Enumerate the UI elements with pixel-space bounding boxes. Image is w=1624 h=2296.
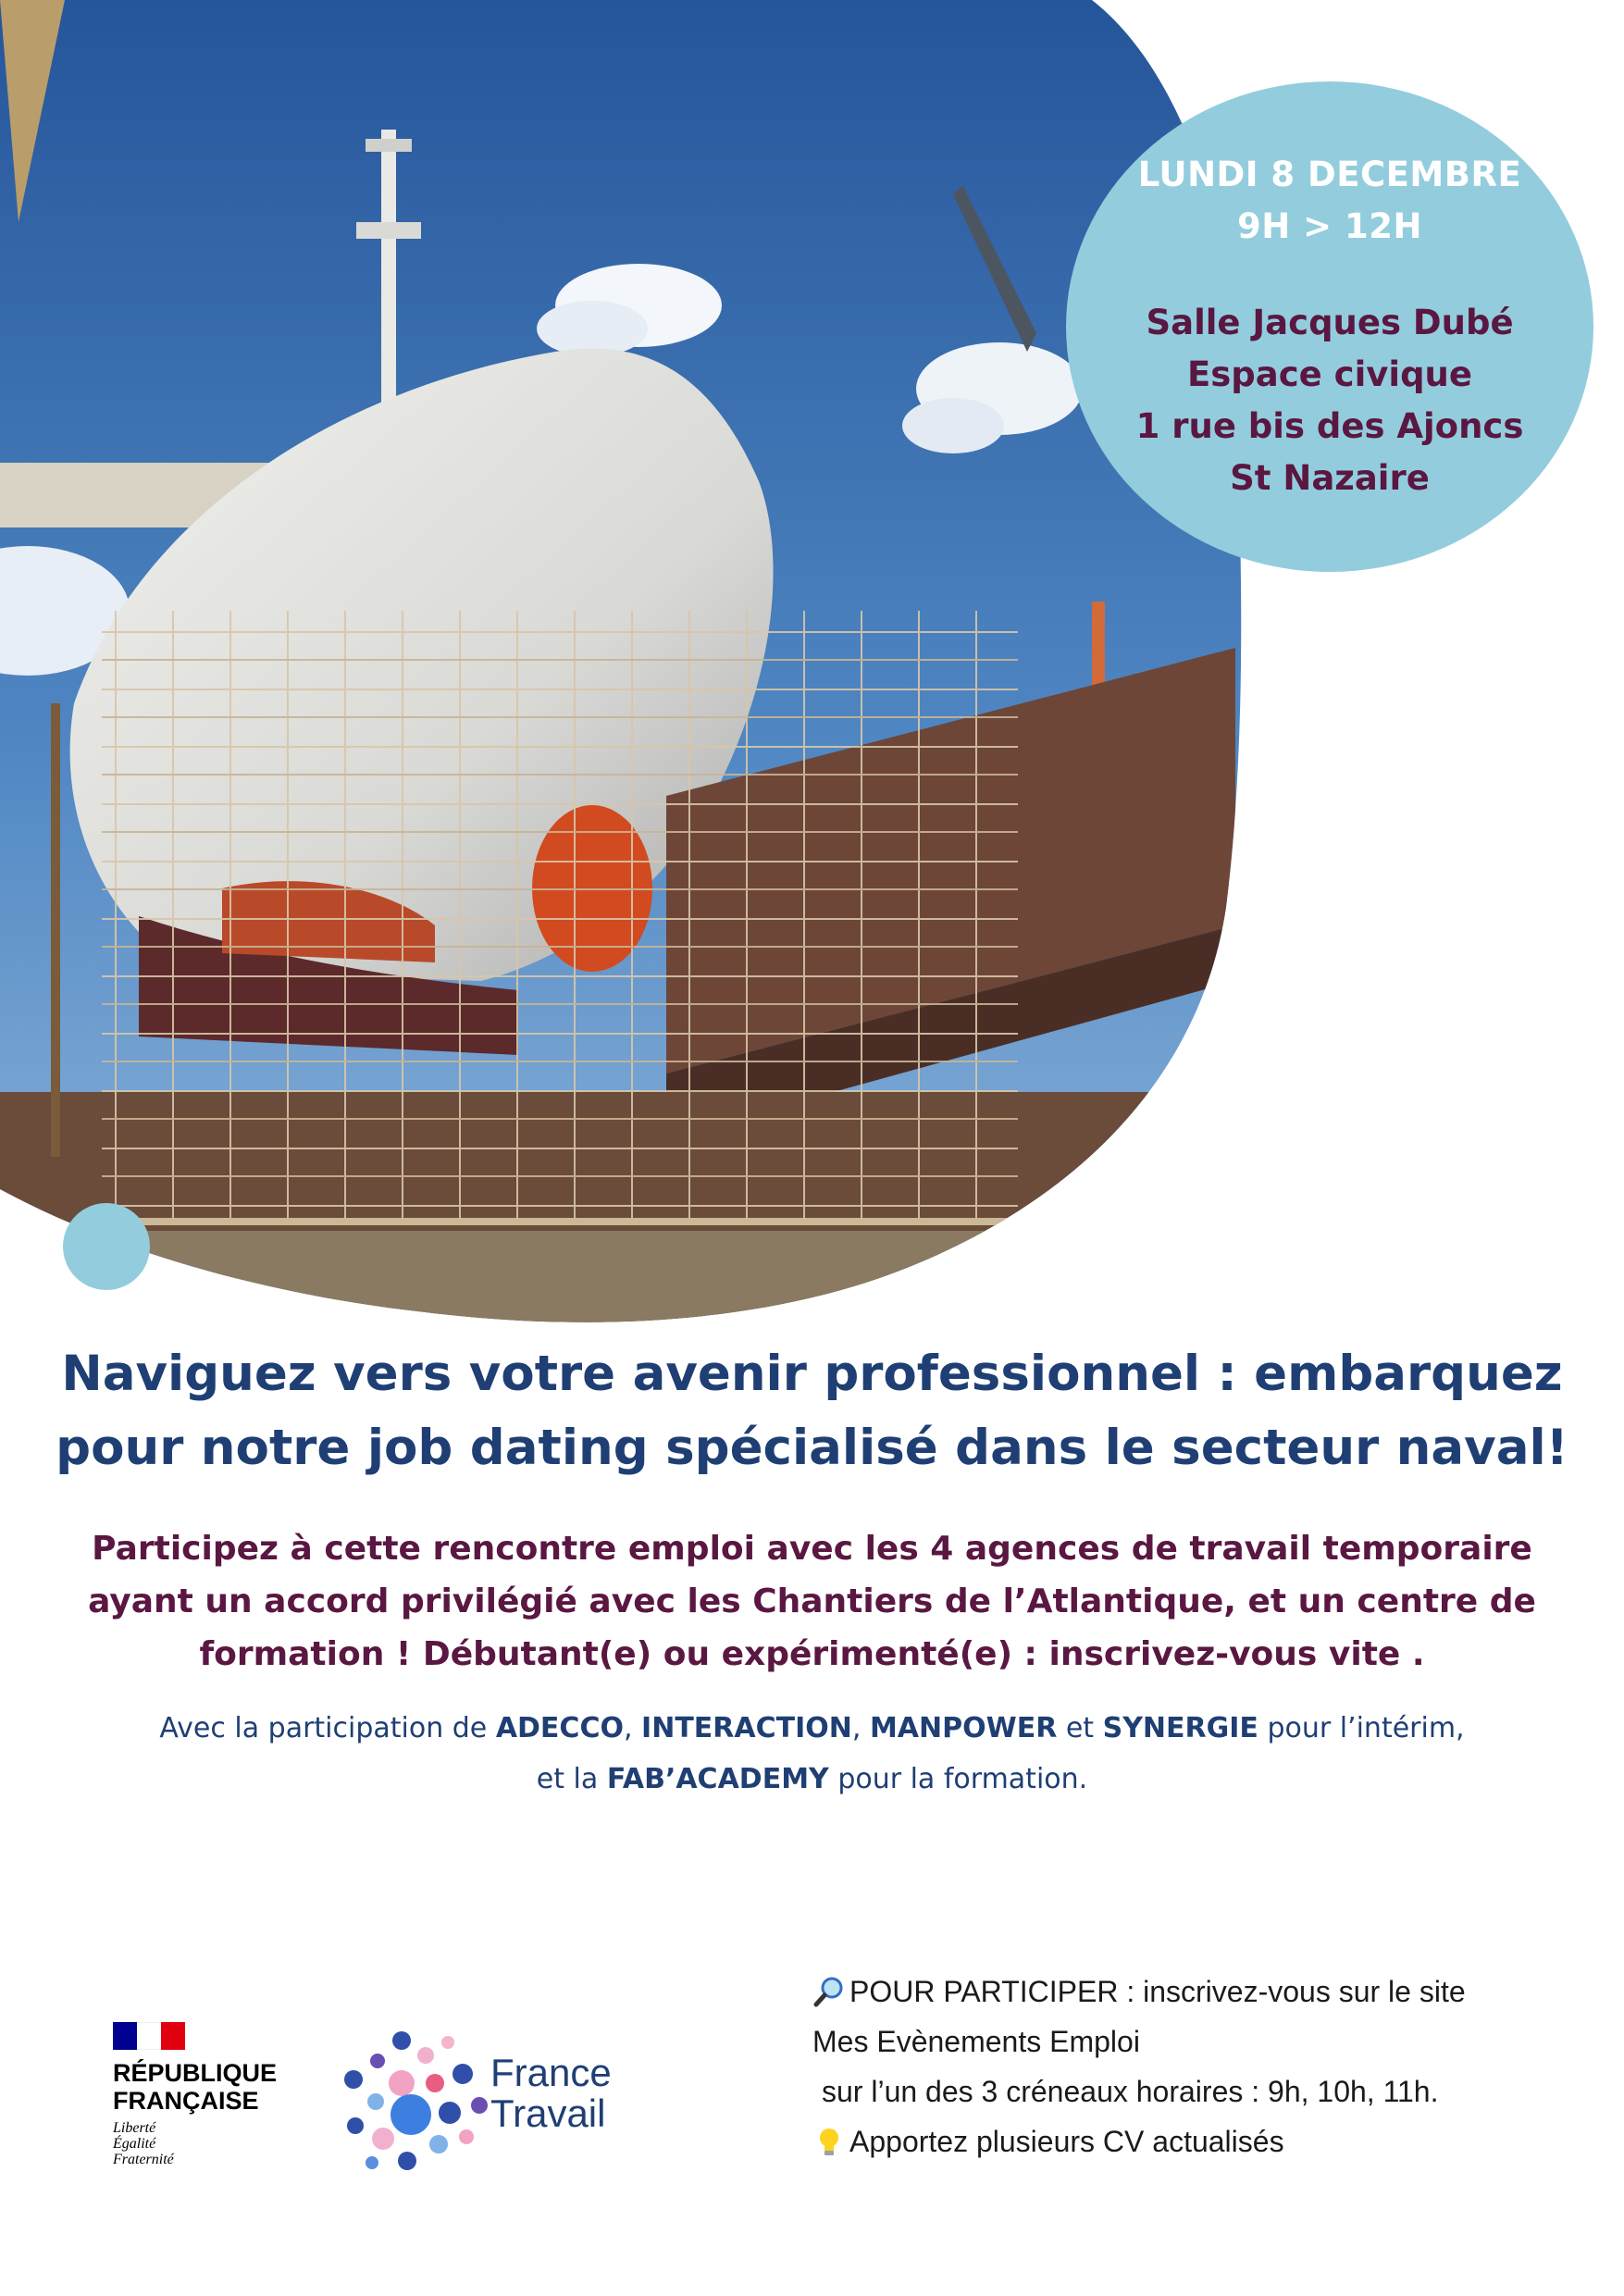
partner-manpower: MANPOWER [869,1712,1058,1744]
headline-line: Naviguez vers votre avenir professionnel : embarquez [61,1346,1563,1402]
intro-line: Participez à cette rencontre emploi avec les 4 agences de travail temporaire [92,1530,1532,1568]
event-date: LUNDI 8 DECEMBRE [1137,155,1522,194]
france-travail-dots-icon [335,2022,502,2179]
event-time: 9H > 12H [1237,206,1422,246]
info-line-site: Mes Evènements Emploi [812,2025,1140,2058]
partners-line: Avec la participation de ADECCO, INTERACTION, MANPOWER et SYNERGIE pour l’intérim, [159,1712,1465,1744]
intro-line: ayant un accord privilégié avec les Chantiers de l’Atlantique, et un centre de [88,1582,1536,1620]
intro-paragraph [56,1522,1568,1681]
partner-adecco: ADECCO [495,1712,624,1744]
partners-line: et la FAB’ACADEMY pour la formation. [536,1763,1088,1795]
republique-motto: Liberté Égalité Fraternité [113,2120,174,2167]
lightbulb-icon [812,2125,846,2158]
republique-francaise-logo [113,2022,316,2167]
event-info-circle [1066,81,1593,572]
registration-info [812,1967,1608,2166]
venue-name: Salle Jacques Dubé [1146,303,1514,342]
intro-line: formation ! Débutant(e) ou expérimenté(e) : inscrivez-vous vite . [199,1635,1425,1673]
headline [37,1337,1587,1485]
partner-fab-academy: FAB’ACADEMY [606,1763,829,1795]
partners-paragraph [37,1703,1587,1805]
decorative-dot [63,1203,150,1290]
info-line-cv: Apportez plusieurs CV actualisés [812,2116,1608,2166]
france-travail-name: France Travail [490,2051,612,2135]
info-line-slots: sur l’un des 3 créneaux horaires : 9h, 10h, 11h. [822,2075,1439,2108]
venue-city: St Nazaire [1230,458,1430,498]
partner-interaction: INTERACTION [641,1712,852,1744]
headline-line: pour notre job dating spécialisé dans le secteur naval! [56,1420,1568,1476]
republique-title: RÉPUBLIQUE FRANÇAISE [113,2059,278,2115]
venue-street: 1 rue bis des Ajoncs [1135,406,1524,446]
marianne-flag-icon [113,2022,185,2050]
magnifier-icon [812,1975,846,2008]
info-line-participate: POUR PARTICIPER : inscrivez-vous sur le site [812,1967,1608,2017]
venue-building: Espace civique [1187,354,1472,394]
partner-synergie: SYNERGIE [1102,1712,1258,1744]
